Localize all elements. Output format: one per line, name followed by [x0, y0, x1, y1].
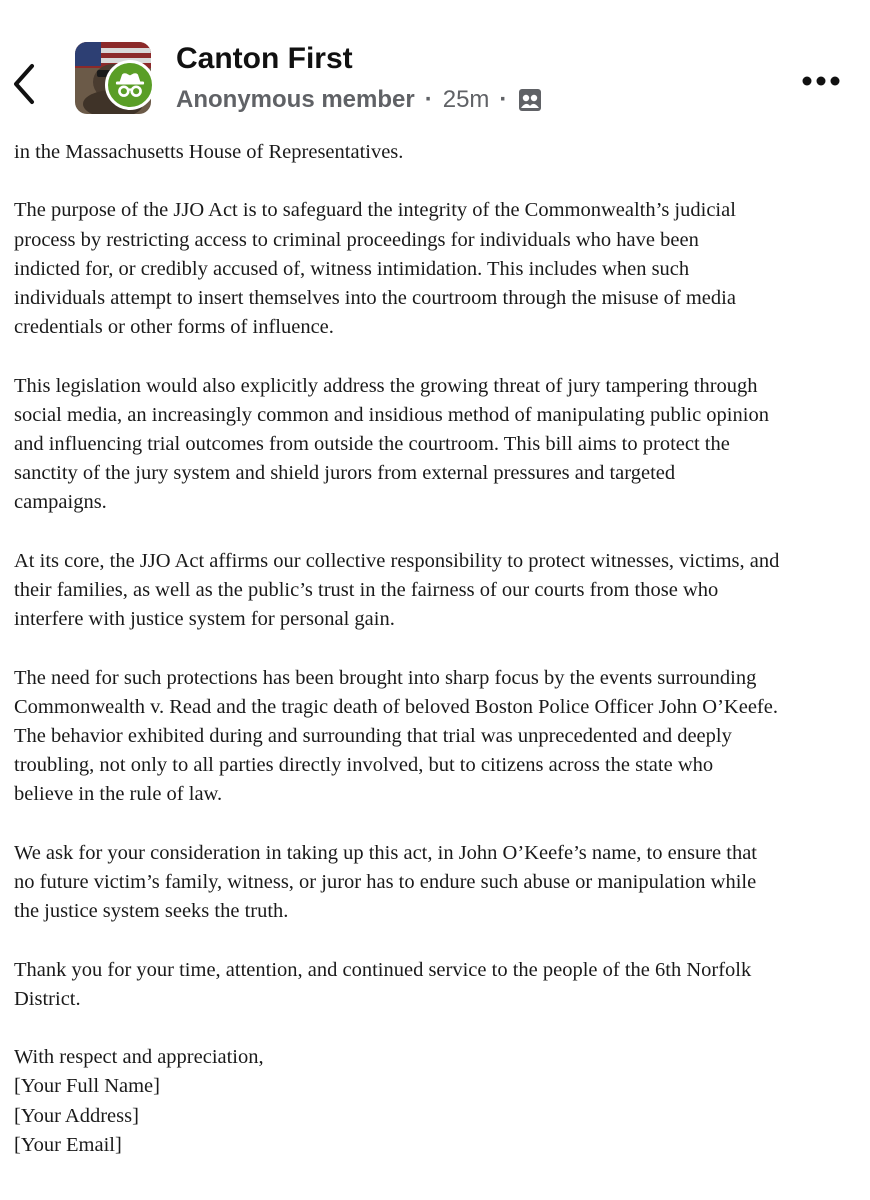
- more-horizontal-icon[interactable]: [796, 66, 846, 96]
- post-paragraph: At its core, the JJO Act affirms our collective responsibility to protect witnesses, victims, and their families, as well as the public’s trust in the fairness of our courts from those who interfere with justice system for personal gain.: [14, 549, 780, 631]
- post-body: [14, 138, 864, 1160]
- post-meta: [176, 84, 543, 116]
- group-name[interactable]: Canton First: [176, 42, 353, 75]
- post-timestamp[interactable]: 25m: [442, 86, 490, 113]
- group-audience-icon: [517, 87, 543, 113]
- post-paragraph: Thank you for your time, attention, and continued service to the people of the 6th Norfolk District.: [14, 958, 752, 1010]
- post-paragraph: We ask for your consideration in taking up this act, in John O’Keefe’s name, to ensure that no future victim’s family, witness, or juror has to endure such abuse or manipulation while the justice system seeks the truth.: [14, 841, 757, 923]
- chevron-left-icon[interactable]: [8, 60, 42, 108]
- post-paragraph: This legislation would also explicitly address the growing threat of jury tampering through social media, an increasingly common and insidious method of manipulating public opinion and influencing trial outcomes from outside the courtroom. This bill aims to protect the sanctity of the jury system and shield jurors from external pressures and targeted campaigns.: [14, 374, 769, 514]
- post-paragraph: The need for such protections has been brought into sharp focus by the events surrounding Commonwealth v. Read and the tragic death of beloved Boston Police Officer John O’Keefe. The behavior exhibited during and surrounding that trial was unprecedented and deeply troubling, not only to all parties directly involved, but to citizens across the state who believe in the rule of law.: [14, 666, 778, 806]
- post-paragraph: The purpose of the JJO Act is to safeguard the integrity of the Commonwealth’s judicial process by restricting access to criminal proceedings for individuals who have been indicted for, or credibly accused of, witness intimidation. This includes when such individuals attempt to insert themselves into the courtroom through the misuse of media credentials or other forms of influence.: [14, 199, 736, 339]
- post-signature: With respect and appreciation, [Your Full Name] [Your Address] [Your Email]: [14, 1046, 264, 1156]
- post-header: [0, 0, 870, 130]
- post-paragraph: in the Massachusetts House of Representatives.: [14, 141, 404, 163]
- group-avatar[interactable]: [75, 42, 159, 118]
- author-name[interactable]: Anonymous member: [176, 86, 415, 113]
- meta-separator: ·: [424, 86, 433, 113]
- anonymous-member-icon: [105, 60, 155, 110]
- meta-separator: ·: [499, 86, 508, 113]
